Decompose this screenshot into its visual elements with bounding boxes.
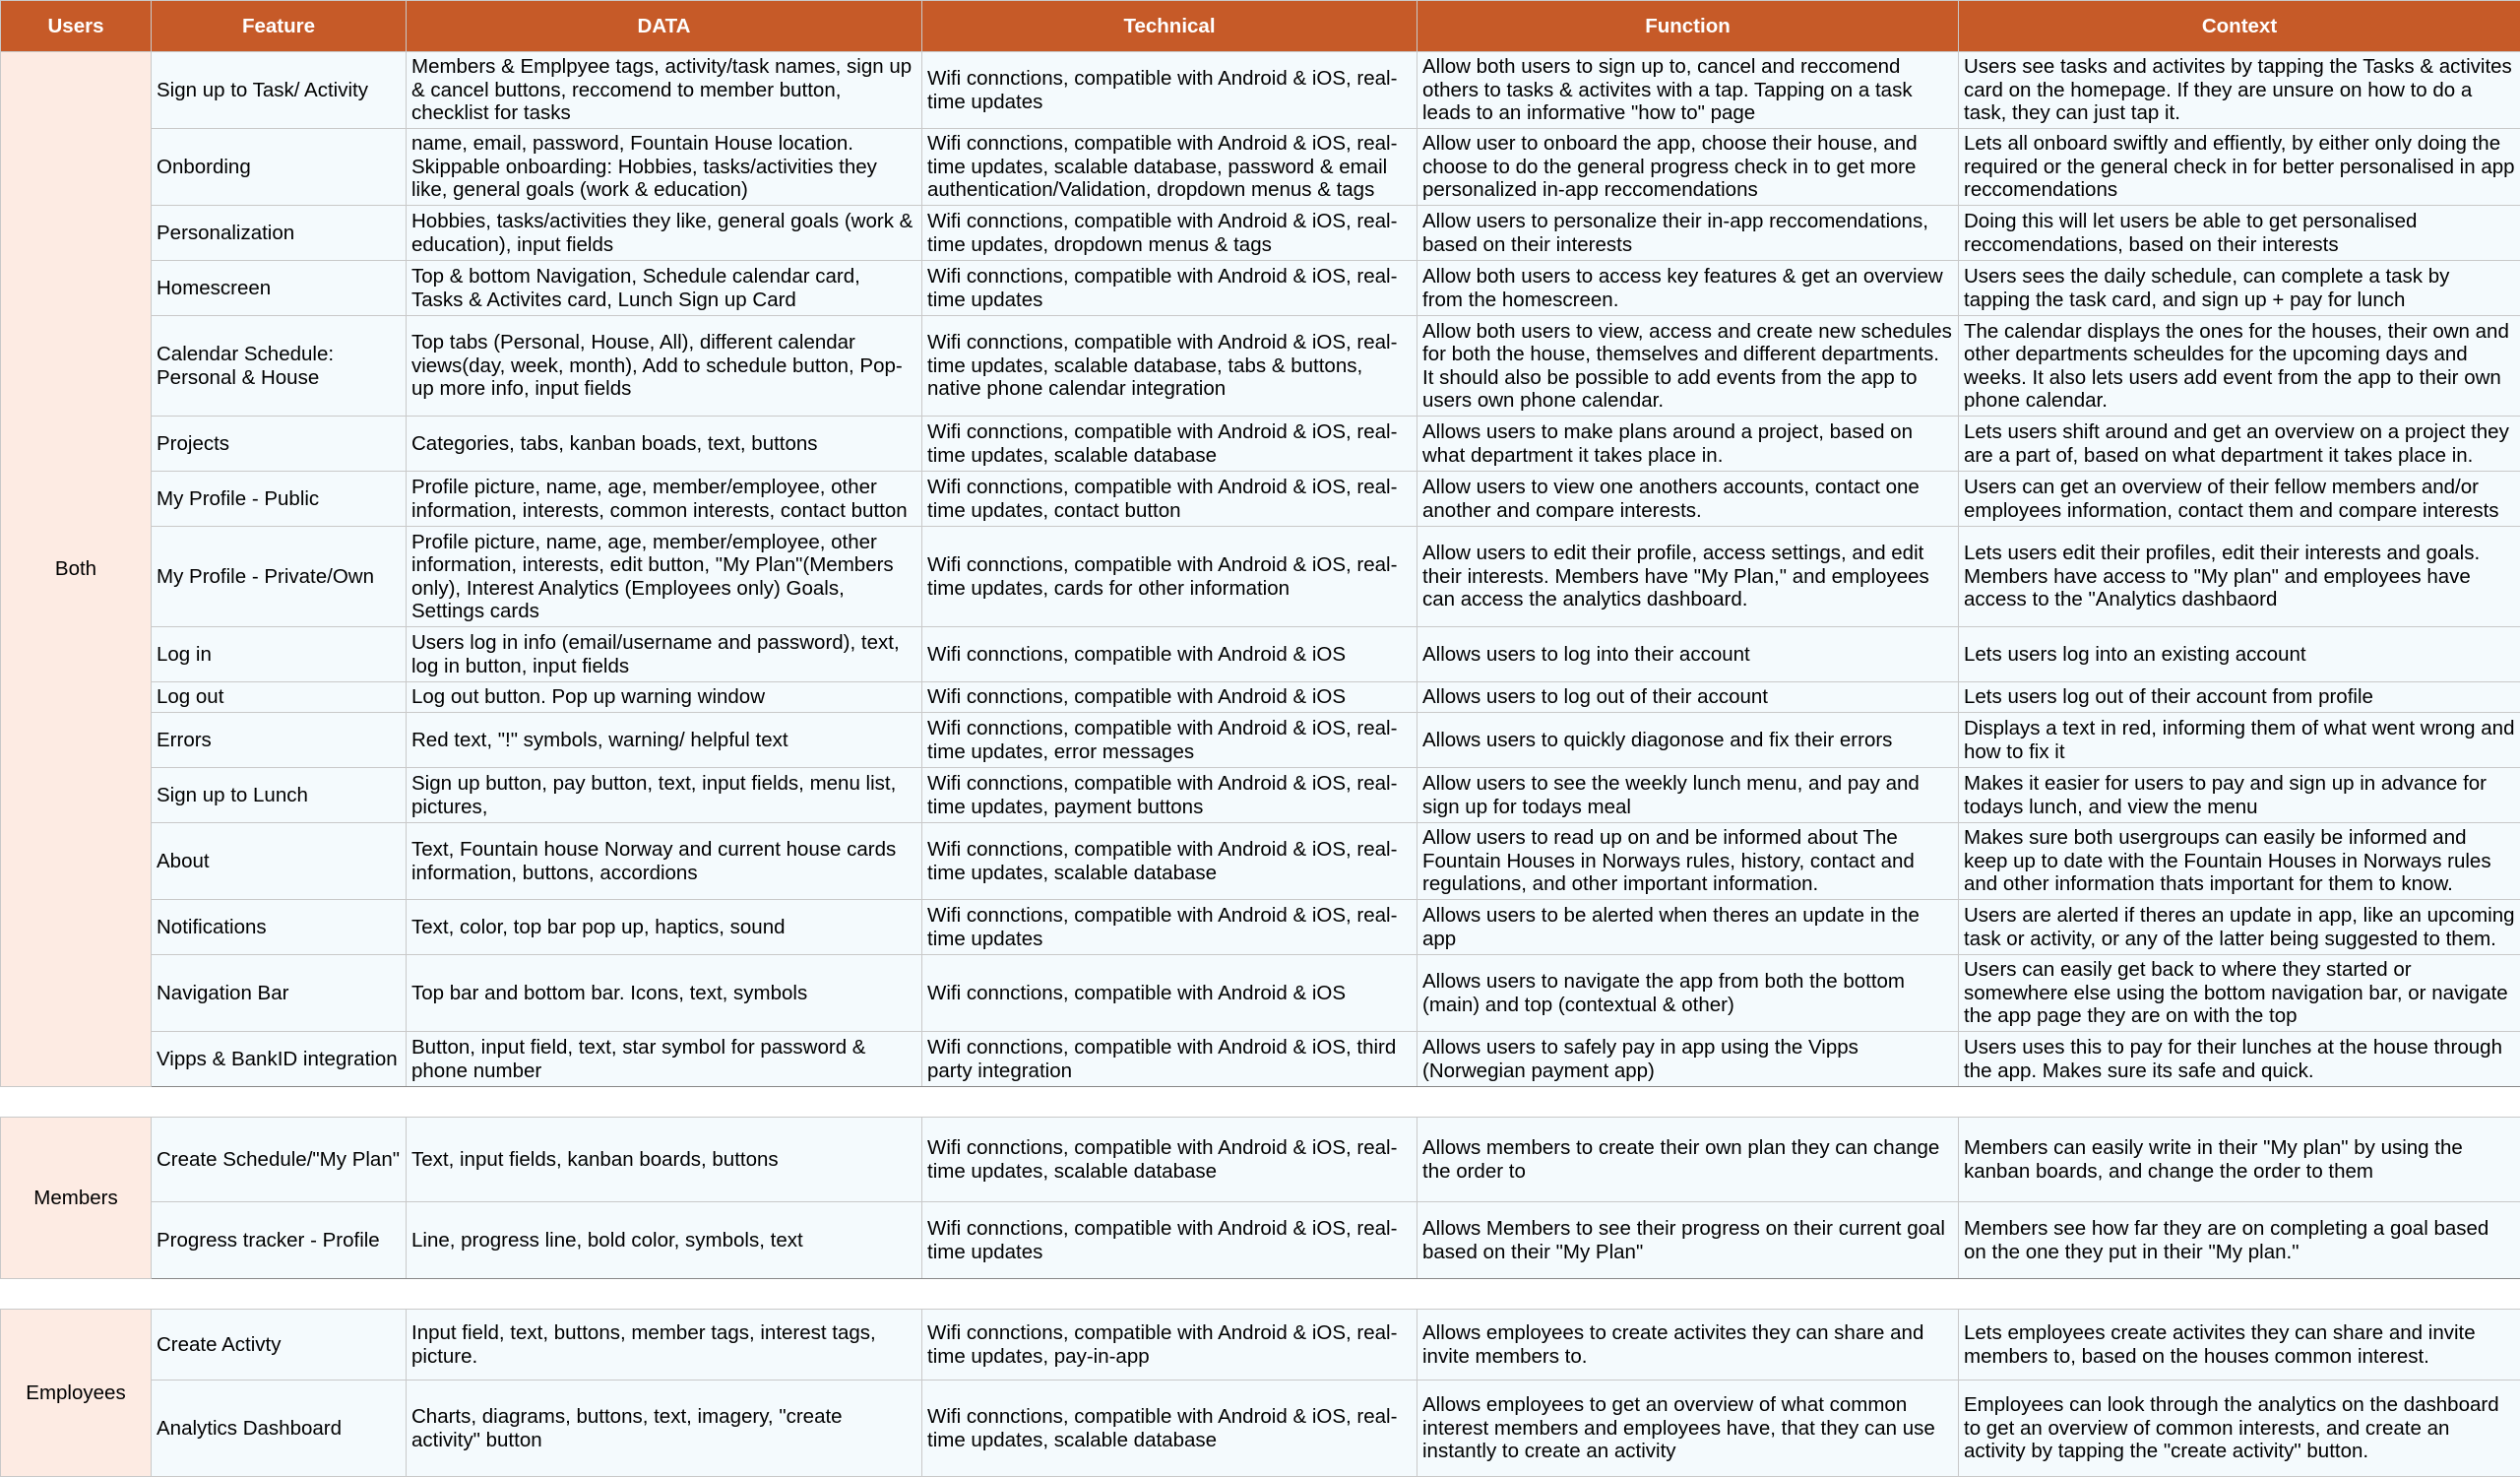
data-cell: Profile picture, name, age, member/employee, other information, interests, edit button, "My Plan"(Members only), Interest Analytics (Employees only) Goals, Settings cards: [407, 527, 922, 627]
header-users: Users: [1, 1, 152, 52]
table-row: [1, 1381, 2520, 1477]
data-cell: Users log in info (email/username and password), text, log in button, input fields: [407, 627, 922, 682]
function-cell: Allows users to navigate the app from both the bottom (main) and top (contextual & other): [1418, 955, 1959, 1032]
context-cell: Employees can look through the analytics on the dashboard to get an overview of common interests, and create an activity by tapping the "create activity" button.: [1959, 1381, 2520, 1477]
table-row: [1, 472, 2520, 527]
header-data: DATA: [407, 1, 922, 52]
table-row: [1, 1032, 2520, 1087]
context-cell: The calendar displays the ones for the houses, their own and other departments scheuldes for the upcoming days and weeks. It also lets users add event from the app to their own phone calendar.: [1959, 316, 2520, 417]
feature-cell: Notifications: [152, 900, 407, 955]
spacer-cell: [1, 1087, 152, 1118]
feature-cell: Calendar Schedule: Personal & House: [152, 316, 407, 417]
technical-cell: Wifi connctions, compatible with Android & iOS, real-time updates, payment buttons: [922, 768, 1418, 823]
function-cell: Allow users to personalize their in-app reccomendations, based on their interests: [1418, 206, 1959, 261]
group-spacer: [1, 1279, 2520, 1310]
context-cell: Lets employees create activites they can share and invite members to, based on the houses common interest.: [1959, 1310, 2520, 1381]
table-row: [1, 900, 2520, 955]
data-cell: Hobbies, tasks/activities they like, general goals (work & education), input fields: [407, 206, 922, 261]
table-row: [1, 682, 2520, 713]
data-cell: Top & bottom Navigation, Schedule calendar card, Tasks & Activites card, Lunch Sign up Card: [407, 261, 922, 316]
data-cell: Text, input fields, kanban boards, buttons: [407, 1118, 922, 1202]
header-function: Function: [1418, 1, 1959, 52]
spacer-cell: [1418, 1087, 1959, 1118]
function-cell: Allow both users to access key features & get an overview from the homescreen.: [1418, 261, 1959, 316]
table-row: [1, 1118, 2520, 1202]
context-cell: Lets users edit their profiles, edit their interests and goals. Members have access to "My plan" and employees have access to the "Analytics dashbaord: [1959, 527, 2520, 627]
header-technical: Technical: [922, 1, 1418, 52]
function-cell: Allows Members to see their progress on their current goal based on their "My Plan": [1418, 1202, 1959, 1279]
spacer-cell: [152, 1279, 407, 1310]
function-cell: Allows employees to get an overview of what common interest members and employees have, that they can use instantly to create an activity: [1418, 1381, 1959, 1477]
technical-cell: Wifi connctions, compatible with Android & iOS: [922, 955, 1418, 1032]
function-cell: Allow both users to sign up to, cancel and reccomend others to tasks & activites with a tap. Tapping on a task leads to an informative "how to" page: [1418, 52, 1959, 129]
data-cell: Text, color, top bar pop up, haptics, sound: [407, 900, 922, 955]
context-cell: Makes it easier for users to pay and sign up in advance for todays lunch, and view the menu: [1959, 768, 2520, 823]
context-cell: Lets all onboard swiftly and effiently, by either only doing the required or the general check in for better personalised in app reccomendations: [1959, 129, 2520, 206]
feature-cell: Sign up to Lunch: [152, 768, 407, 823]
function-cell: Allows members to create their own plan they can change the order to: [1418, 1118, 1959, 1202]
function-cell: Allow both users to view, access and create new schedules for both the house, themselves and different departments. It should also be possible to add events from the app to users own phone calendar.: [1418, 316, 1959, 417]
data-cell: Categories, tabs, kanban boads, text, buttons: [407, 417, 922, 472]
feature-cell: Analytics Dashboard: [152, 1381, 407, 1477]
function-cell: Allow users to view one anothers accounts, contact one another and compare interests.: [1418, 472, 1959, 527]
table-row: [1, 129, 2520, 206]
spacer-cell: [922, 1279, 1418, 1310]
technical-cell: Wifi connctions, compatible with Android & iOS, real-time updates, scalable database: [922, 1118, 1418, 1202]
spacer-cell: [1959, 1087, 2520, 1118]
table-row: [1, 1310, 2520, 1381]
table-row: [1, 206, 2520, 261]
context-cell: Users can get an overview of their fellow members and/or employees information, contact them and compare interests: [1959, 472, 2520, 527]
feature-cell: Personalization: [152, 206, 407, 261]
users-cell: Both: [1, 52, 152, 1087]
function-cell: Allows users to log out of their account: [1418, 682, 1959, 713]
technical-cell: Wifi connctions, compatible with Android & iOS, real-time updates, error messages: [922, 713, 1418, 768]
function-cell: Allows employees to create activites they can share and invite members to.: [1418, 1310, 1959, 1381]
context-cell: Users uses this to pay for their lunches at the house through the app. Makes sure its safe and quick.: [1959, 1032, 2520, 1087]
function-cell: Allows users to quickly diagonose and fix their errors: [1418, 713, 1959, 768]
data-cell: Input field, text, buttons, member tags, interest tags, picture.: [407, 1310, 922, 1381]
group-spacer: [1, 1087, 2520, 1118]
feature-cell: Navigation Bar: [152, 955, 407, 1032]
technical-cell: Wifi connctions, compatible with Android & iOS, third party integration: [922, 1032, 1418, 1087]
table-row: [1, 52, 2520, 129]
context-cell: Lets users log out of their account from profile: [1959, 682, 2520, 713]
table-row: [1, 316, 2520, 417]
technical-cell: Wifi connctions, compatible with Android & iOS, real-time updates: [922, 261, 1418, 316]
technical-cell: Wifi connctions, compatible with Android & iOS, real-time updates, dropdown menus & tags: [922, 206, 1418, 261]
context-cell: Lets users shift around and get an overview on a project they are a part of, based on what department it takes place in.: [1959, 417, 2520, 472]
function-cell: Allow users to edit their profile, access settings, and edit their interests. Members have "My Plan," and employees can access the analytics dashboard.: [1418, 527, 1959, 627]
feature-cell: Homescreen: [152, 261, 407, 316]
feature-cell: Create Schedule/"My Plan": [152, 1118, 407, 1202]
function-cell: Allows users to log into their account: [1418, 627, 1959, 682]
function-cell: Allows users to be alerted when theres an update in the app: [1418, 900, 1959, 955]
context-cell: Members can easily write in their "My plan" by using the kanban boards, and change the order to them: [1959, 1118, 2520, 1202]
feature-cell: Log in: [152, 627, 407, 682]
table-row: [1, 527, 2520, 627]
table-row: [1, 713, 2520, 768]
feature-cell: Progress tracker - Profile: [152, 1202, 407, 1279]
context-cell: Users sees the daily schedule, can complete a task by tapping the task card, and sign up + pay for lunch: [1959, 261, 2520, 316]
feature-cell: About: [152, 823, 407, 900]
technical-cell: Wifi connctions, compatible with Android & iOS, real-time updates: [922, 1202, 1418, 1279]
spacer-cell: [1959, 1279, 2520, 1310]
table-row: [1, 627, 2520, 682]
table-row: [1, 768, 2520, 823]
feature-cell: My Profile - Public: [152, 472, 407, 527]
data-cell: Text, Fountain house Norway and current house cards information, buttons, accordions: [407, 823, 922, 900]
feature-cell: Sign up to Task/ Activity: [152, 52, 407, 129]
feature-cell: Onbording: [152, 129, 407, 206]
users-cell: Members: [1, 1118, 152, 1279]
function-cell: Allows users to make plans around a project, based on what department it takes place in.: [1418, 417, 1959, 472]
technical-cell: Wifi connctions, compatible with Android & iOS, real-time updates, cards for other information: [922, 527, 1418, 627]
data-cell: Members & Emplpyee tags, activity/task names, sign up & cancel buttons, reccomend to member button, checklist for tasks: [407, 52, 922, 129]
header-row: [1, 1, 2520, 52]
technical-cell: Wifi connctions, compatible with Android & iOS, real-time updates, contact button: [922, 472, 1418, 527]
technical-cell: Wifi connctions, compatible with Android & iOS, real-time updates, scalable database: [922, 1381, 1418, 1477]
feature-cell: Create Activty: [152, 1310, 407, 1381]
technical-cell: Wifi connctions, compatible with Android & iOS, real-time updates: [922, 52, 1418, 129]
users-cell: Employees: [1, 1310, 152, 1477]
context-cell: Users see tasks and activites by tapping the Tasks & activites card on the homepage. If they are unsure on how to do a task, they can just tap it.: [1959, 52, 2520, 129]
table-row: [1, 1202, 2520, 1279]
technical-cell: Wifi connctions, compatible with Android & iOS, real-time updates: [922, 900, 1418, 955]
data-cell: Charts, diagrams, buttons, text, imagery, "create activity" button: [407, 1381, 922, 1477]
technical-cell: Wifi connctions, compatible with Android & iOS, real-time updates, scalable database, password & email authentication/Validation, dropdown menus & tags: [922, 129, 1418, 206]
context-cell: Displays a text in red, informing them of what went wrong and how to fix it: [1959, 713, 2520, 768]
function-cell: Allow user to onboard the app, choose their house, and choose to do the general progress check in to get more personalized in-app reccomendations: [1418, 129, 1959, 206]
data-cell: name, email, password, Fountain House location. Skippable onboarding: Hobbies, tasks/activities they like, general goals (work & education): [407, 129, 922, 206]
context-cell: Users are alerted if theres an update in app, like an upcoming task or activity, or any of the latter being suggested to them.: [1959, 900, 2520, 955]
table-row: [1, 417, 2520, 472]
header-feature: Feature: [152, 1, 407, 52]
data-cell: Line, progress line, bold color, symbols, text: [407, 1202, 922, 1279]
technical-cell: Wifi connctions, compatible with Android & iOS, real-time updates, scalable database, tabs & buttons, native phone calendar integration: [922, 316, 1418, 417]
spacer-cell: [407, 1087, 922, 1118]
spacer-cell: [1418, 1279, 1959, 1310]
spacer-cell: [407, 1279, 922, 1310]
data-cell: Red text, "!" symbols, warning/ helpful text: [407, 713, 922, 768]
feature-cell: Errors: [152, 713, 407, 768]
spacer-cell: [152, 1087, 407, 1118]
data-cell: Profile picture, name, age, member/employee, other information, interests, common interests, contact button: [407, 472, 922, 527]
feature-cell: Projects: [152, 417, 407, 472]
technical-cell: Wifi connctions, compatible with Android & iOS, real-time updates, scalable database: [922, 823, 1418, 900]
feature-cell: My Profile - Private/Own: [152, 527, 407, 627]
data-cell: Top bar and bottom bar. Icons, text, symbols: [407, 955, 922, 1032]
data-cell: Log out button. Pop up warning window: [407, 682, 922, 713]
context-cell: Users can easily get back to where they started or somewhere else using the bottom navigation bar, or navigate the app page they are on with the top: [1959, 955, 2520, 1032]
spacer-cell: [1, 1279, 152, 1310]
data-cell: Top tabs (Personal, House, All), different calendar views(day, week, month), Add to schedule button, Pop-up more info, input fields: [407, 316, 922, 417]
table-row: [1, 823, 2520, 900]
header-context: Context: [1959, 1, 2520, 52]
function-cell: Allow users to see the weekly lunch menu, and pay and sign up for todays meal: [1418, 768, 1959, 823]
function-cell: Allow users to read up on and be informed about The Fountain Houses in Norways rules, history, contact and regulations, and other important information.: [1418, 823, 1959, 900]
table-row: [1, 261, 2520, 316]
context-cell: Doing this will let users be able to get personalised reccomendations, based on their interests: [1959, 206, 2520, 261]
technical-cell: Wifi connctions, compatible with Android & iOS: [922, 682, 1418, 713]
technical-cell: Wifi connctions, compatible with Android & iOS: [922, 627, 1418, 682]
data-cell: Sign up button, pay button, text, input fields, menu list, pictures,: [407, 768, 922, 823]
context-cell: Makes sure both usergroups can easily be informed and keep up to date with the Fountain Houses in Norways rules and other information thats important for them to know.: [1959, 823, 2520, 900]
context-cell: Lets users log into an existing account: [1959, 627, 2520, 682]
technical-cell: Wifi connctions, compatible with Android & iOS, real-time updates, scalable database: [922, 417, 1418, 472]
table-row: [1, 955, 2520, 1032]
feature-cell: Log out: [152, 682, 407, 713]
data-cell: Button, input field, text, star symbol for password & phone number: [407, 1032, 922, 1087]
technical-cell: Wifi connctions, compatible with Android & iOS, real-time updates, pay-in-app: [922, 1310, 1418, 1381]
function-cell: Allows users to safely pay in app using the Vipps (Norwegian payment app): [1418, 1032, 1959, 1087]
context-cell: Members see how far they are on completing a goal based on the one they put in their "My plan.": [1959, 1202, 2520, 1279]
spacer-cell: [922, 1087, 1418, 1118]
feature-cell: Vipps & BankID integration: [152, 1032, 407, 1087]
